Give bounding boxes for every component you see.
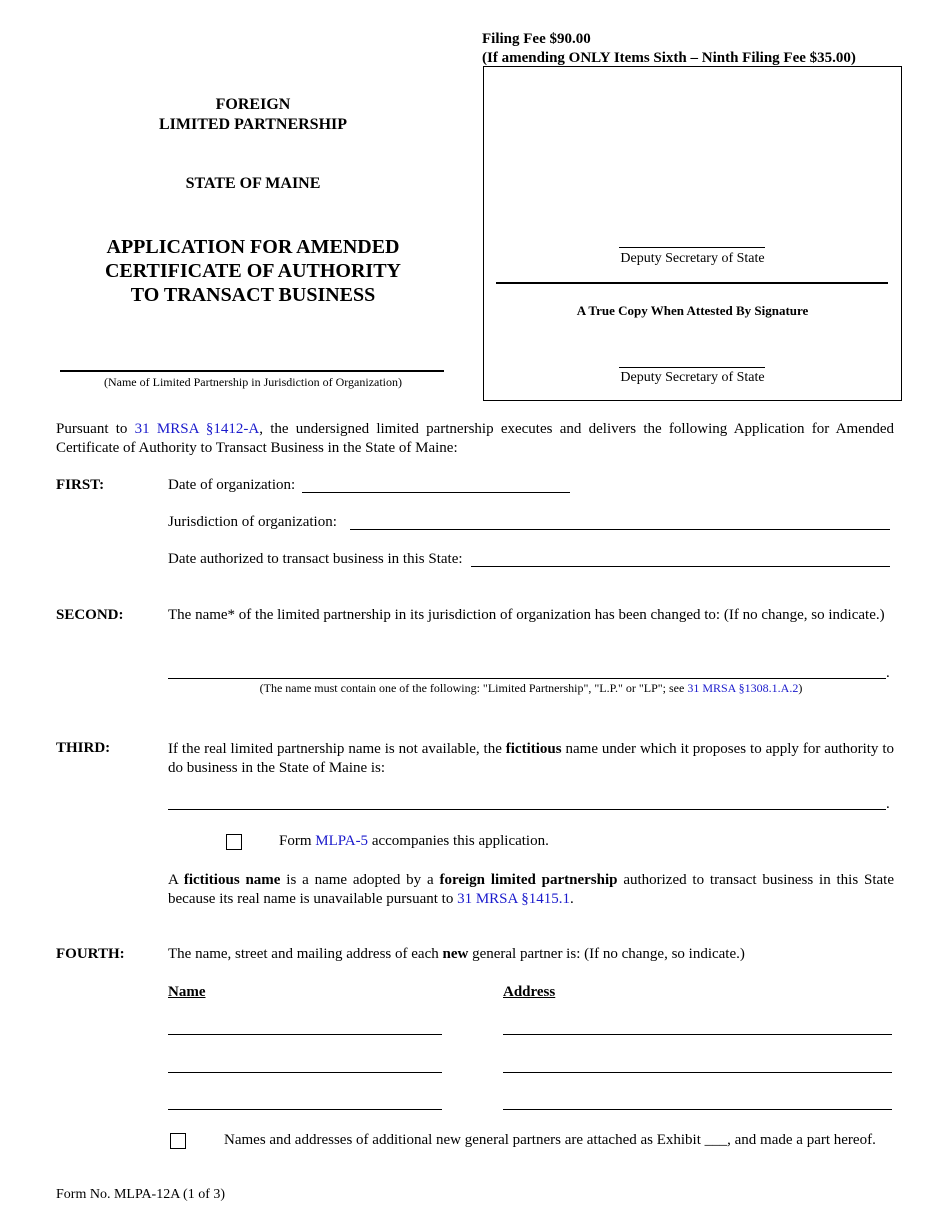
name-requirement-note <box>168 681 894 696</box>
third-text-end: name under which it proposes to apply for authority to do business in the State of Maine is: <box>168 741 894 776</box>
third-text-start: If the real limited partnership name is not available, the <box>168 741 506 757</box>
filing-fee <box>482 30 856 68</box>
signer-title-2: Deputy Secretary of State <box>620 370 765 385</box>
definition-text-post: authorized to transact business in this State because its real name is unavailable pursuant to <box>168 872 894 907</box>
definition-text-end: . <box>570 891 574 907</box>
mlpa5-checkbox[interactable] <box>226 834 242 850</box>
second-description: The name* of the limited partnership in its jurisdiction of organization has been changed to: (If no change, so indicate.) <box>168 607 885 623</box>
date-of-organization-field[interactable] <box>302 492 570 493</box>
entity-type-heading <box>60 95 446 135</box>
new-name-period: . <box>886 665 890 681</box>
filing-fee-amendment-note: (If amending ONLY Items Sixth – Ninth Filing Fee $35.00) <box>482 50 856 66</box>
fourth-text-end: general partner is: (If no change, so indicate.) <box>468 946 745 962</box>
new-name-field[interactable] <box>168 678 886 679</box>
third-text-bold: fictitious <box>505 741 562 757</box>
partnership-name-caption: (Name of Limited Partnership in Jurisdiction of Organization) <box>103 375 403 389</box>
form-title <box>60 235 446 307</box>
form-title-line3: TO TRANSACT BUSINESS <box>130 284 376 306</box>
filing-fee-amount: Filing Fee $90.00 <box>482 31 591 47</box>
partner-name-field-3[interactable] <box>168 1109 442 1110</box>
partner-name-field-2[interactable] <box>168 1072 442 1073</box>
third-description <box>168 740 894 778</box>
form-title-line1: APPLICATION FOR AMENDED <box>106 236 400 258</box>
section-first-label: FIRST: <box>56 477 105 493</box>
partner-address-field-2[interactable] <box>503 1072 892 1073</box>
fourth-text-bold: new <box>442 946 469 962</box>
definition-text-a: A <box>168 872 184 888</box>
intro-paragraph <box>56 420 894 458</box>
stamp-divider <box>496 282 888 284</box>
partner-name-field-1[interactable] <box>168 1034 442 1035</box>
form-number: Form No. MLPA-12A (1 of 3) <box>56 1187 226 1202</box>
jurisdiction-field[interactable] <box>350 529 890 530</box>
date-of-organization-label: Date of organization: <box>168 477 296 493</box>
section-fourth-label: FOURTH: <box>56 946 125 962</box>
mlpa5-text-start: Form <box>279 833 316 849</box>
statute-link-1308[interactable]: 31 MRSA §1308.1.A.2 <box>687 681 799 695</box>
mlpa5-text-end: accompanies this application. <box>368 833 549 849</box>
exhibit-statement: Names and addresses of additional new general partners are attached as Exhibit ___, and made a part hereof. <box>224 1132 876 1148</box>
column-header-name: Name <box>168 984 206 1000</box>
signer-title-1: Deputy Secretary of State <box>620 251 765 266</box>
fictitious-name-period: . <box>886 796 890 812</box>
intro-text-end: , the undersigned limited partnership executes and delivers the following Application for Amended Certificate of Authority to Transact Business in the State of Maine: <box>56 421 894 456</box>
intro-text-start: Pursuant to <box>56 421 135 437</box>
partnership-name-line[interactable] <box>60 370 444 372</box>
jurisdiction-label: Jurisdiction of organization: <box>168 514 337 530</box>
form-link-mlpa5[interactable]: MLPA-5 <box>315 833 369 849</box>
signature-line-1 <box>619 247 765 248</box>
entity-type-line2: LIMITED PARTNERSHIP <box>158 116 348 133</box>
signature-line-2 <box>619 367 765 368</box>
date-authorized-field[interactable] <box>471 566 890 567</box>
true-copy-statement: A True Copy When Attested By Signature <box>576 303 809 318</box>
state-heading: STATE OF MAINE <box>185 175 321 192</box>
exhibit-checkbox[interactable] <box>170 1133 186 1149</box>
column-header-address: Address <box>503 984 556 1000</box>
definition-text-mid: is a name adopted by a <box>280 872 440 888</box>
filing-stamp-box <box>483 66 902 401</box>
fourth-description <box>168 946 894 963</box>
name-note-text: (The name must contain one of the following: "Limited Partnership", "L.P." or "LP"; see <box>259 681 688 695</box>
statute-link-1412a[interactable]: 31 MRSA §1412-A <box>134 421 260 437</box>
entity-type-line1: FOREIGN <box>215 96 291 113</box>
date-authorized-label: Date authorized to transact business in this State: <box>168 551 463 567</box>
partner-address-field-1[interactable] <box>503 1034 892 1035</box>
fictitious-name-definition <box>168 871 894 909</box>
form-title-line2: CERTIFICATE OF AUTHORITY <box>104 260 401 282</box>
fourth-text-start: The name, street and mailing address of each <box>168 946 443 962</box>
definition-bold-flp: foreign limited partnership <box>439 872 618 888</box>
name-note-close: ) <box>798 681 803 695</box>
section-second-label: SECOND: <box>56 607 124 623</box>
fictitious-name-field[interactable] <box>168 809 886 810</box>
statute-link-1415[interactable]: 31 MRSA §1415.1 <box>457 891 571 907</box>
section-third-label: THIRD: <box>56 740 111 756</box>
mlpa5-statement <box>279 833 549 850</box>
partner-address-field-3[interactable] <box>503 1109 892 1110</box>
definition-bold-fictitious: fictitious name <box>183 872 281 888</box>
